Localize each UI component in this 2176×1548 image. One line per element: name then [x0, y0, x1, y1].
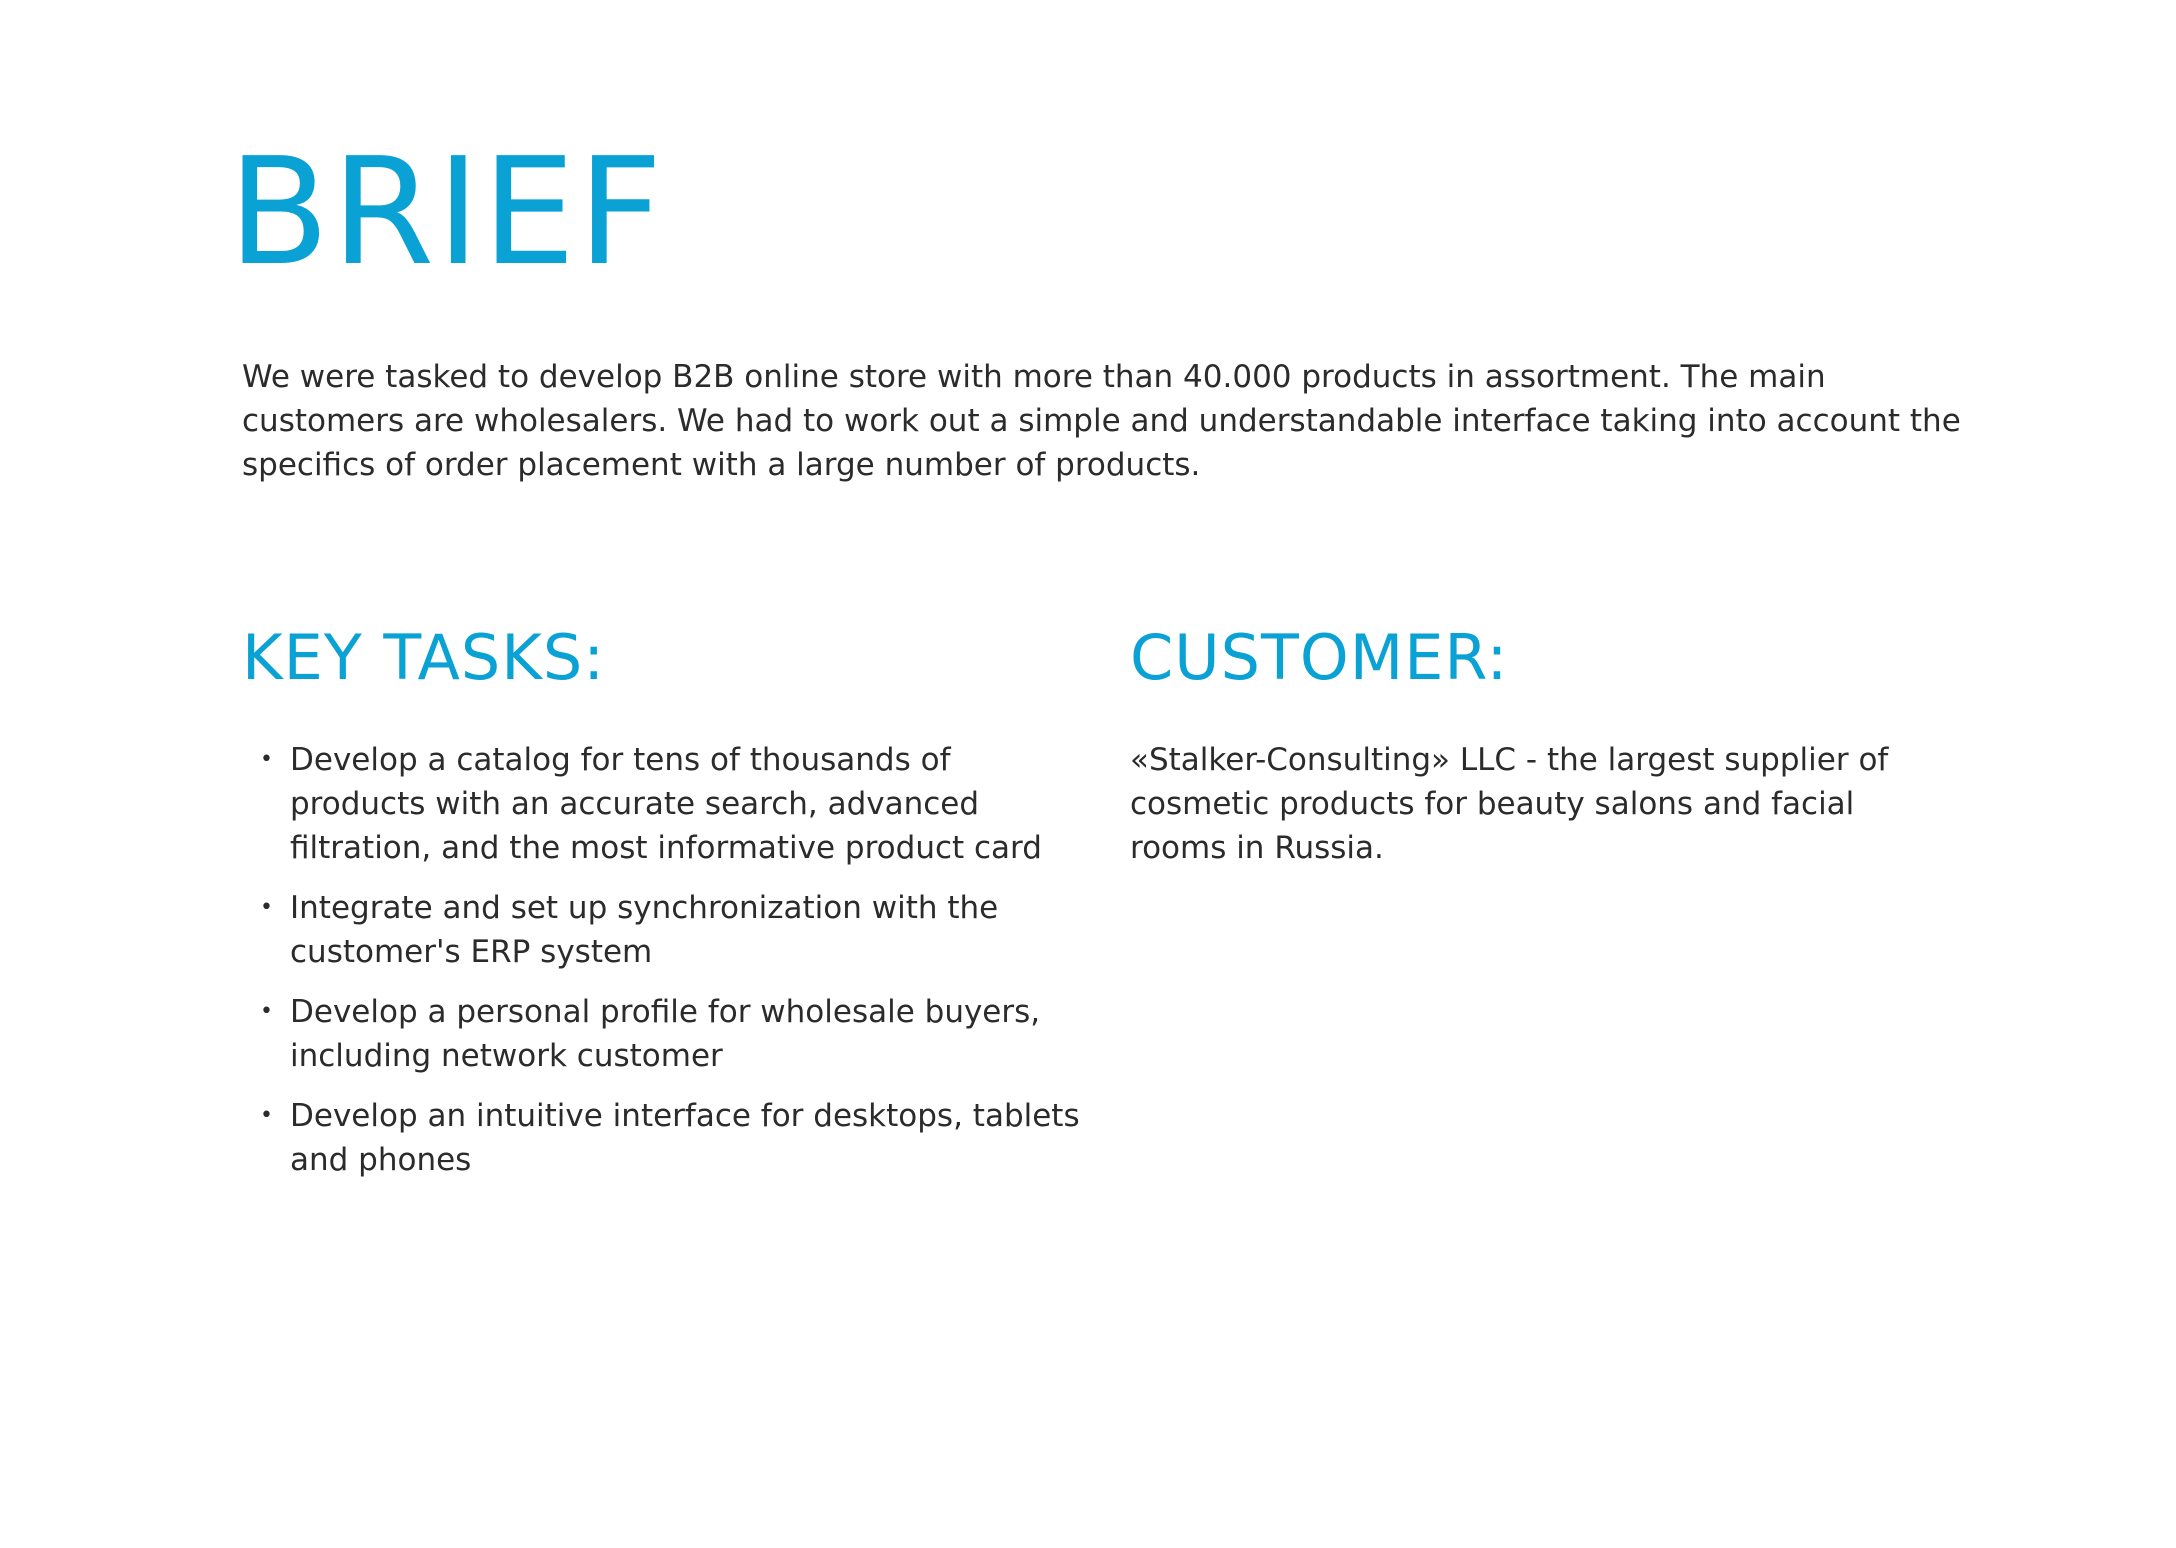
- customer-section: [1130, 618, 1950, 870]
- list-item: [242, 886, 1092, 974]
- bullet-icon: •: [260, 895, 273, 920]
- bullet-icon: •: [260, 747, 273, 772]
- list-item: [242, 738, 1092, 870]
- task-text: Develop a catalog for tens of thousands of products with an accurate search, advanced filtration, and the most informative product card: [290, 742, 1042, 866]
- customer-description: «Stalker-Consulting» LLC - the largest supplier of cosmetic products for beauty salons and facial rooms in Russia.: [1130, 742, 1889, 866]
- key-tasks-section: [242, 618, 1092, 1198]
- task-text: Integrate and set up synchronization with the customer's ERP system: [290, 890, 999, 970]
- task-text: Develop a personal profile for wholesale buyers, including network customer: [290, 994, 1041, 1074]
- customer-heading: CUSTOMER:: [1130, 621, 1509, 694]
- bullet-icon: •: [260, 1103, 273, 1128]
- bullet-icon: •: [260, 999, 273, 1024]
- task-text: Develop an intuitive interface for desktops, tablets and phones: [290, 1098, 1080, 1178]
- key-tasks-list: [242, 738, 1092, 1182]
- intro-paragraph: We were tasked to develop B2B online store with more than 40.000 products in assortment. The main customers are wholesalers. We had to work out a simple and understandable interface taking into account the specifics of order placement with a large number of products.: [242, 359, 1961, 483]
- key-tasks-heading: KEY TASKS:: [242, 621, 606, 694]
- list-item: [242, 990, 1092, 1078]
- page-title: BRIEF: [228, 126, 665, 298]
- list-item: [242, 1094, 1092, 1182]
